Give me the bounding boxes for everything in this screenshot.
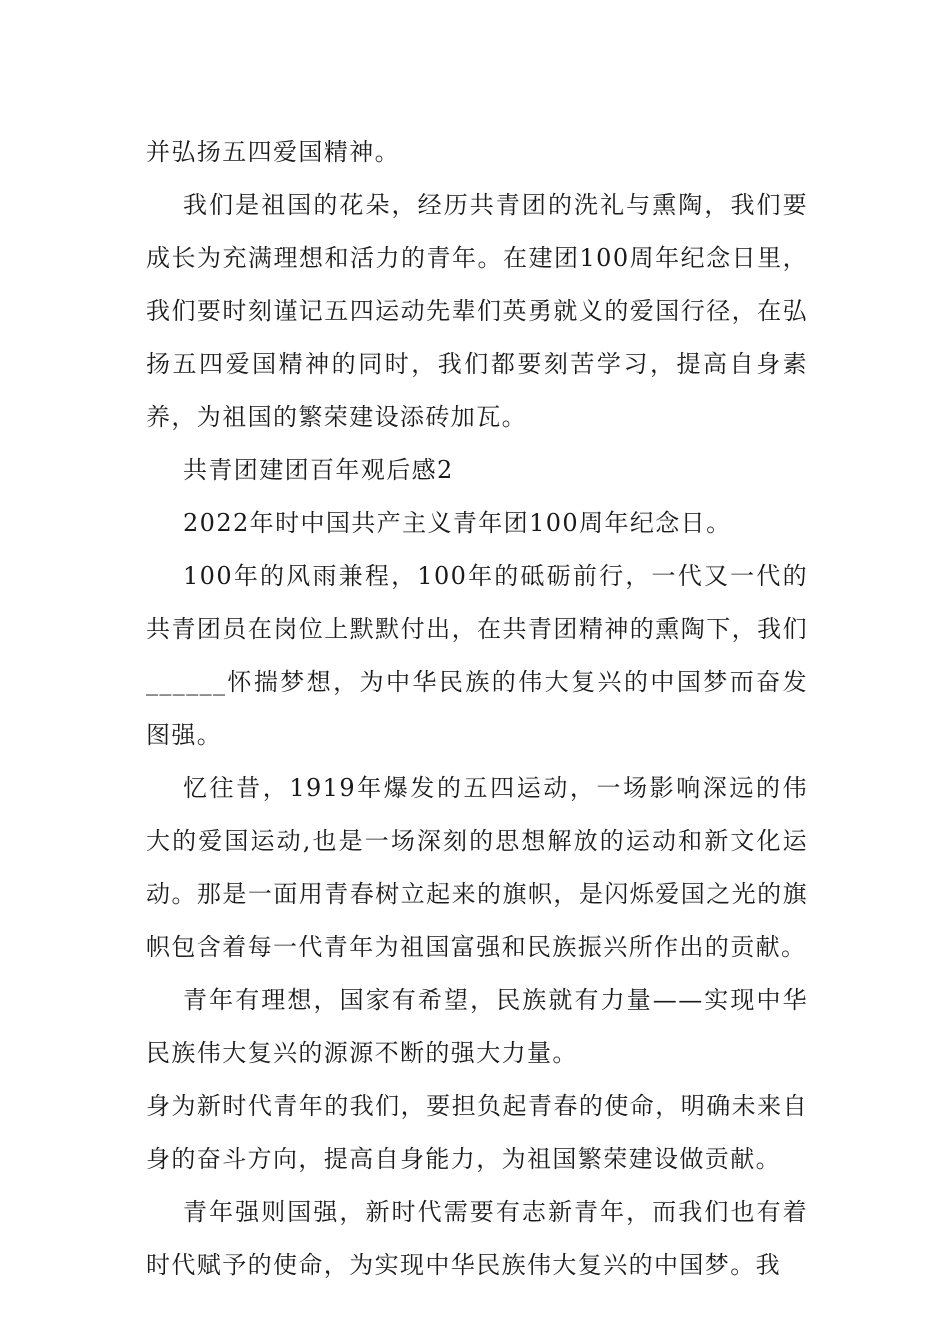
paragraph-3: 2022年时中国共产主义青年团100周年纪念日。 bbox=[183, 509, 732, 537]
section-heading: 共青团建团百年观后感2 bbox=[183, 456, 454, 484]
paragraph-6: 青年有理想，国家有希望，民族就有力量——实现中华民族伟大复兴的源源不断的强大力量。 bbox=[146, 986, 808, 1067]
paragraph-8: 青年强则国强，新时代需要有志新青年，而我们也有着时代赋予的使命，为实现中华民族伟大复兴的中国梦。我 bbox=[146, 1198, 808, 1279]
paragraph-2: 我们是祖国的花朵，经历共青团的洗礼与熏陶，我们要成长为充满理想和活力的青年。在建团100周年纪念日里，我们要时刻谨记五四运动先辈们英勇就义的爱国行径，在弘扬五四爱国精神的同时，我们都要刻苦学习，提高自身素养，为祖国的繁荣建设添砖加瓦。 bbox=[146, 191, 808, 431]
paragraph-5: 忆往昔，1919年爆发的五四运动，一场影响深远的伟大的爱国运动,也是一场深刻的思想解放的运动和新文化运动。那是一面用青春树立起来的旗帜，是闪烁爱国之光的旗帜包含着每一代青年为祖国富强和民族振兴所作出的贡献。 bbox=[146, 774, 808, 961]
paragraph-4: 100年的风雨兼程，100年的砥砺前行，一代又一代的共青团员在岗位上默默付出，在共青团精神的熏陶下，我们______怀揣梦想，为中华民族的伟大复兴的中国梦而奋发图强。 bbox=[146, 562, 808, 749]
paragraph-1: 并弘扬五四爱国精神。 bbox=[146, 138, 400, 166]
document-body bbox=[146, 126, 808, 1292]
paragraph-7: 身为新时代青年的我们，要担负起青春的使命，明确未来自身的奋斗方向，提高自身能力，为祖国繁荣建设做贡献。 bbox=[146, 1092, 808, 1173]
